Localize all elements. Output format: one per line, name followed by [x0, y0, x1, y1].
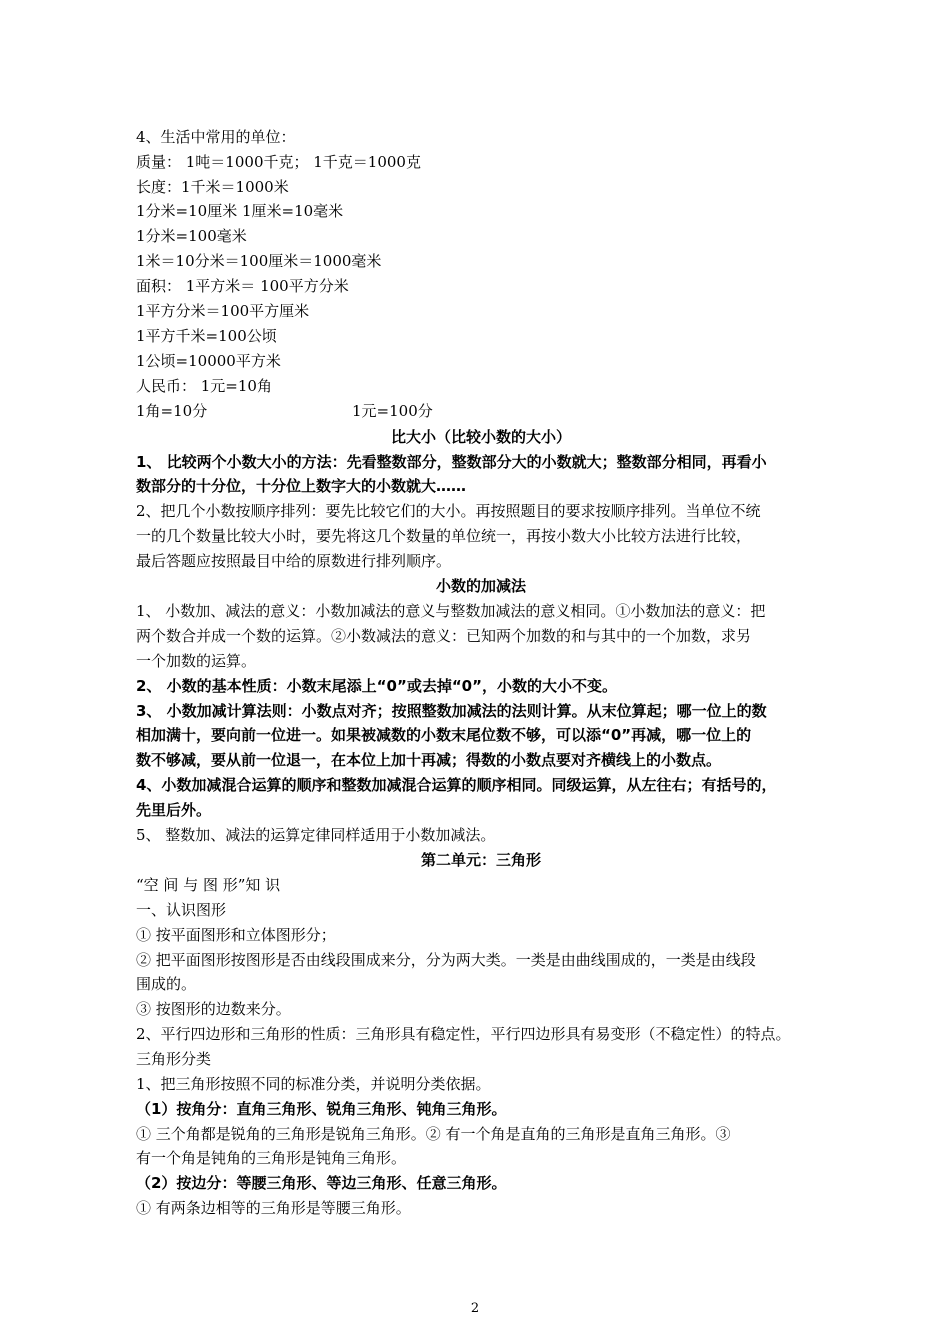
units-area-2: 1平方千米=100公顷	[136, 327, 277, 345]
addsub-p2: 2、 小数的基本性质：小数末尾添上“0”或去掉“0”，小数的大小不变。	[136, 677, 617, 695]
triangle-question-1: 1、把三角形按照不同的标准分类，并说明分类依据。	[136, 1075, 491, 1093]
triangle-side-line1: ① 有两条边相等的三角形是等腰三角形。	[136, 1199, 411, 1217]
compare-p2-line1: 2、把几个小数按顺序排列：要先比较它们的大小。再按照题目的要求按顺序排列。当单位不统	[136, 502, 761, 520]
triangle-angle-line1: ① 三个角都是锐角的三角形是锐角三角形。② 有一个角是直角的三角形是直角三角形。③	[136, 1125, 731, 1143]
triangle-section-1: 一、认识图形	[136, 901, 227, 919]
units-area: 面积： 1平方米＝ 100平方分米	[136, 277, 349, 295]
triangle-subtitle: “空 间 与 图 形”知 识	[136, 876, 281, 894]
addsub-p3-line3: 数不够减，要从前一位退一，在本位上加十再减；得数的小数点要对齐横线上的小数点。	[136, 751, 722, 769]
triangle-property: 2、平行四边形和三角形的性质：三角形具有稳定性，平行四边形具有易变形（不稳定性）的特点。	[136, 1025, 791, 1043]
units-length-1: 1分米=10厘米 1厘米=10毫米	[136, 202, 344, 220]
triangle-by-angle: （1）按角分：直角三角形、锐角三角形、钝角三角形。	[136, 1100, 507, 1118]
triangle-classification-heading: 三角形分类	[136, 1050, 212, 1068]
addsub-p5: 5、 整数加、减法的运算定律同样适用于小数加减法。	[136, 826, 496, 844]
units-rmb-yuan: 1元=100分	[352, 402, 433, 420]
page-number: 2	[470, 1301, 480, 1316]
addsub-p3-line2: 相加满十，要向前一位进一。如果被减数的小数末尾位数不够，可以添“0”再减，哪一位上的	[136, 726, 752, 744]
units-area-1: 1平方分米＝100平方厘米	[136, 302, 310, 320]
units-area-3: 1公顷=10000平方米	[136, 352, 281, 370]
triangle-angle-line2: 有一个角是钝角的三角形是钝角三角形。	[136, 1149, 407, 1167]
triangle-class-2-line1: ② 把平面图形按图形是否由线段围成来分，分为两大类。一类是由曲线围成的，一类是由线段	[136, 951, 756, 969]
compare-title: 比大小（比较小数的大小）	[390, 428, 571, 446]
triangle-title: 第二单元：三角形	[420, 851, 541, 869]
triangle-class-1: ① 按平面图形和立体图形分；	[136, 926, 336, 944]
addsub-p1-line2: 两个数合并成一个数的运算。②小数减法的意义：已知两个加数的和与其中的一个加数，求另	[136, 627, 752, 645]
units-mass: 质量： 1吨＝1000千克； 1千克＝1000克	[136, 153, 421, 171]
compare-p1-line1: 1、 比较两个小数大小的方法：先看整数部分，整数部分大的小数就大；整数部分相同，再看小	[136, 453, 767, 471]
triangle-class-2-line2: 围成的。	[136, 975, 197, 993]
addsub-p1-line3: 一个加数的运算。	[136, 652, 257, 670]
addsub-p3-line1: 3、 小数加减计算法则：小数点对齐；按照整数加减法的法则计算。从末位算起；哪一位上的数	[136, 702, 767, 720]
compare-p1-line2: 数部分的十分位，十分位上数字大的小数就大……	[136, 477, 467, 495]
units-rmb-jiao: 1角=10分	[136, 402, 208, 420]
units-rmb: 人民币： 1元=10角	[136, 377, 272, 395]
compare-p2-line3: 最后答题应按照最目中给的原数进行排列顺序。	[136, 552, 452, 570]
triangle-by-side: （2）按边分：等腰三角形、等边三角形、任意三角形。	[136, 1174, 507, 1192]
addsub-p4-line2: 先里后外。	[136, 801, 212, 819]
triangle-class-3: ③ 按图形的边数来分。	[136, 1000, 291, 1018]
units-rmb-row	[136, 400, 826, 422]
addsub-p4-line1: 4、小数加减混合运算的顺序和整数加减混合运算的顺序相同。同级运算，从左往右；有括号的，	[136, 776, 777, 794]
units-length-3: 1米＝10分米＝100厘米＝1000毫米	[136, 252, 382, 270]
units-length: 长度：1千米＝1000米	[136, 178, 289, 196]
compare-p2-line2: 一的几个数量比较大小时，要先将这几个数量的单位统一，再按小数大小比较方法进行比较，	[136, 527, 752, 545]
units-length-2: 1分米=100毫米	[136, 227, 247, 245]
addsub-p1-line1: 1、 小数加、减法的意义：小数加减法的意义与整数加减法的意义相同。①小数加法的意义：把	[136, 602, 766, 620]
units-heading: 4、生活中常用的单位：	[136, 128, 296, 146]
addsub-title: 小数的加减法	[435, 577, 526, 595]
